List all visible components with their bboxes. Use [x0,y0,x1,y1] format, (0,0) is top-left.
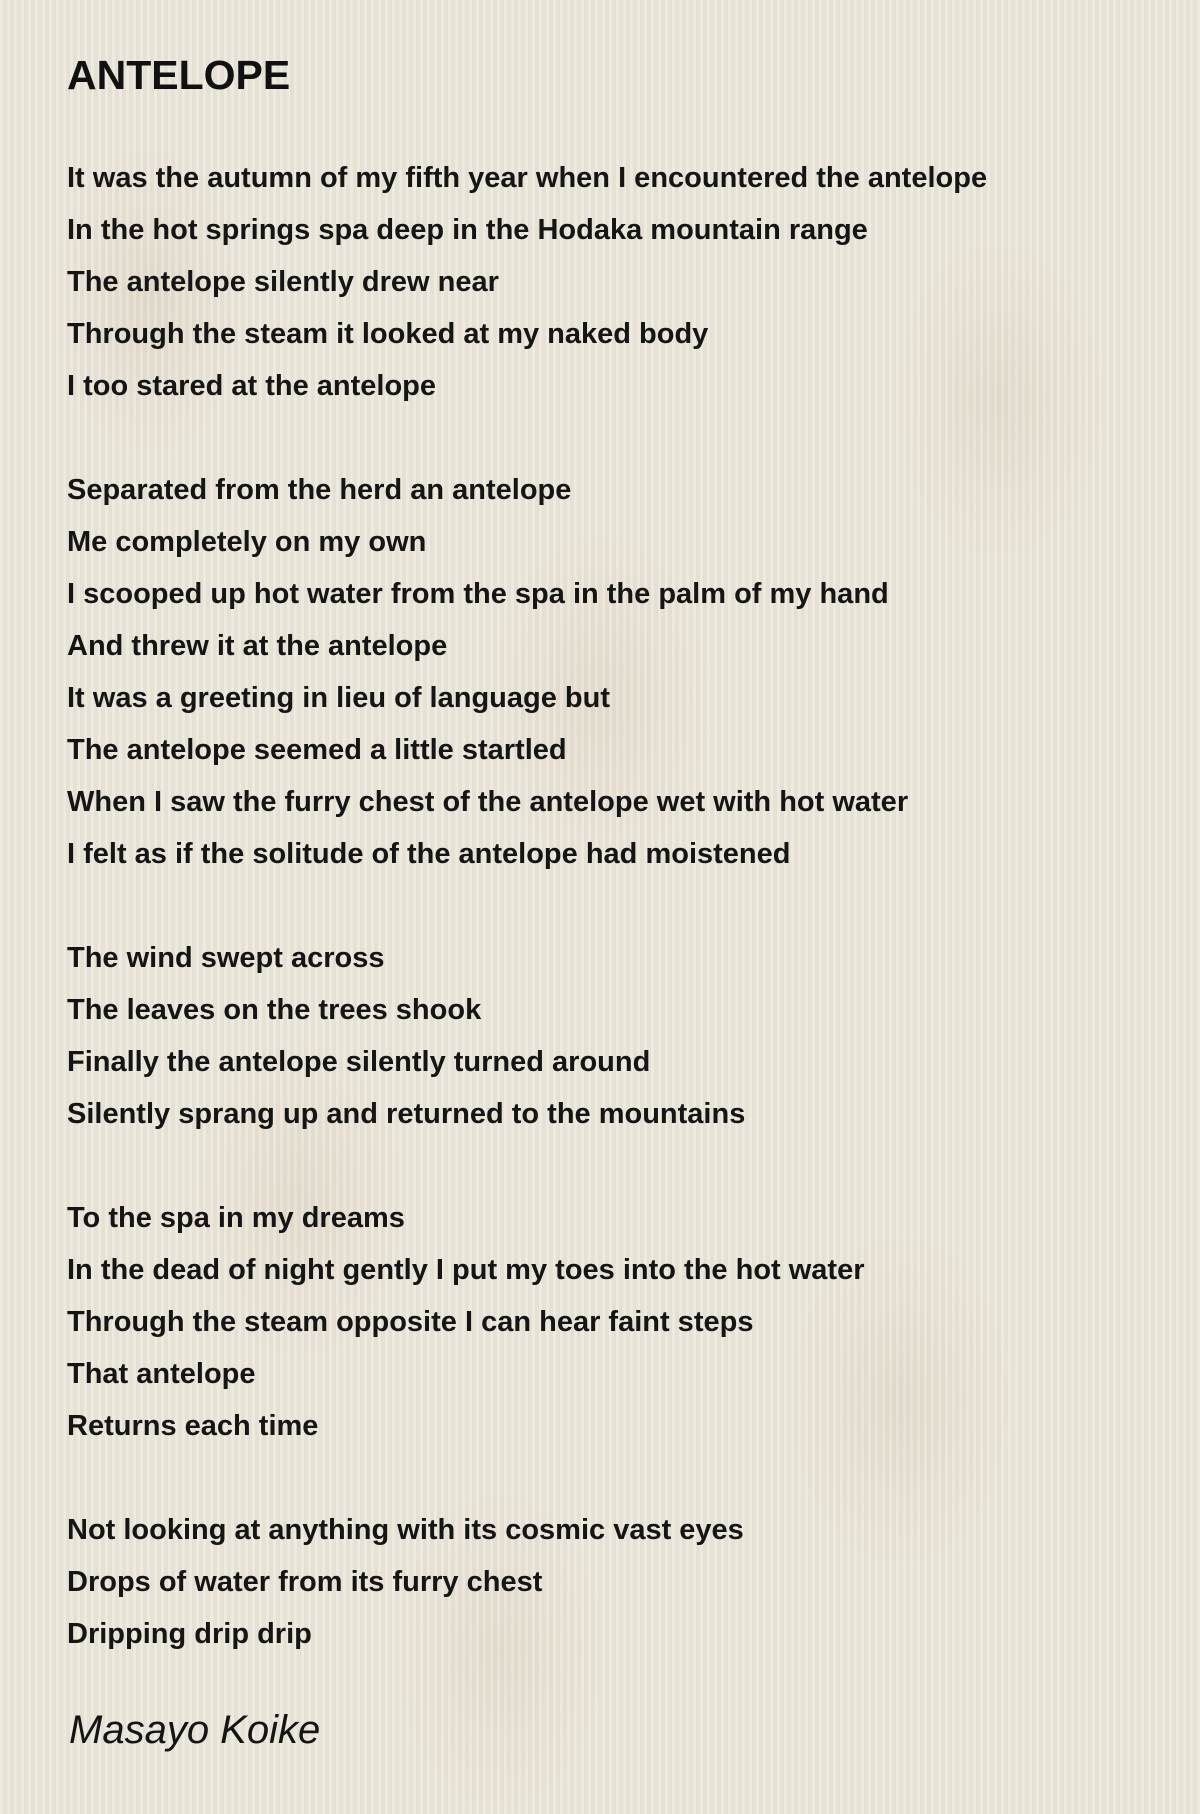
poem-line: Not looking at anything with its cosmic vast eyes [67,1514,744,1546]
poem-line: Through the steam it looked at my naked body [67,318,709,350]
poem-line: Dripping drip drip [67,1618,312,1650]
poem-author: Masayo Koike [69,1708,321,1752]
poem-line: The antelope silently drew near [67,266,499,298]
poem-line: Silently sprang up and returned to the mountains [67,1098,746,1130]
poem-line: The wind swept across [67,942,385,974]
stanza [67,1504,1147,1660]
poem-line: In the hot springs spa deep in the Hodaka mountain range [67,214,868,246]
poem-line: The leaves on the trees shook [67,994,482,1026]
stanza [67,1192,1147,1452]
poem-line: The antelope seemed a little startled [67,734,567,766]
poem-title: ANTELOPE [67,52,291,98]
poem-line: I scooped up hot water from the spa in the palm of my hand [67,578,889,610]
poem-line: Finally the antelope silently turned around [67,1046,651,1078]
poem-line: Separated from the herd an antelope [67,474,572,506]
poem-line: That antelope [67,1358,256,1390]
poem-line: It was a greeting in lieu of language but [67,682,610,714]
poem-line: I too stared at the antelope [67,370,436,402]
poem-line: I felt as if the solitude of the antelope had moistened [67,838,791,870]
poem-line: In the dead of night gently I put my toes into the hot water [67,1254,865,1286]
poem-line: When I saw the furry chest of the antelope wet with hot water [67,786,909,818]
poem-line: To the spa in my dreams [67,1202,405,1234]
stanza [67,932,1147,1140]
poem-line: It was the autumn of my fifth year when I encountered the antelope [67,162,988,194]
poem-line: Through the steam opposite I can hear faint steps [67,1306,754,1338]
poem-line: Returns each time [67,1410,319,1442]
stanza [67,152,1147,412]
stanza [67,464,1147,880]
poem-line: Me completely on my own [67,526,427,558]
poem-line: And threw it at the antelope [67,630,448,662]
poem-card [67,40,1147,1760]
poem-line: Drops of water from its furry chest [67,1566,543,1598]
